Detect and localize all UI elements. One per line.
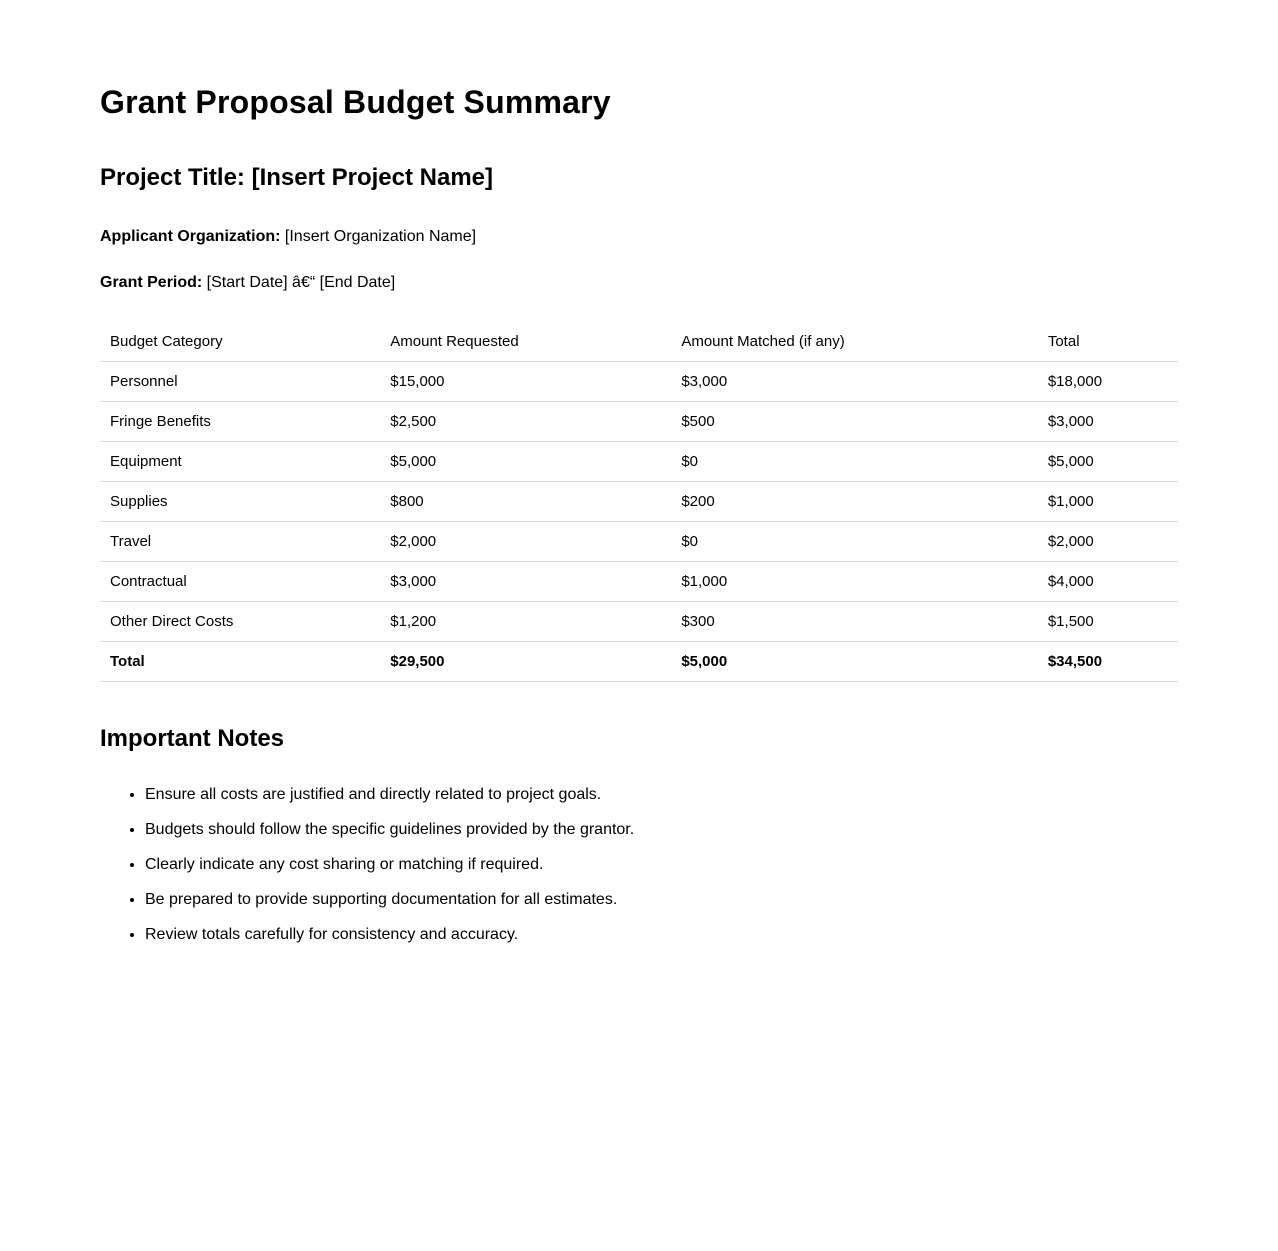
table-header-row bbox=[100, 322, 1178, 362]
table-row bbox=[100, 361, 1178, 401]
document-content bbox=[100, 85, 1178, 945]
note-item: • Clearly indicate any cost sharing or matching if required. bbox=[145, 854, 1178, 875]
cell-category: Other Direct Costs bbox=[100, 601, 380, 641]
cell-total: $1,000 bbox=[1038, 481, 1178, 521]
grant-period-line bbox=[100, 272, 1178, 294]
cell-total-label: Total bbox=[100, 641, 380, 681]
cell-amount-requested: $2,500 bbox=[380, 401, 671, 441]
table-row bbox=[100, 481, 1178, 521]
note-item: • Review totals carefully for consistency and accuracy. bbox=[145, 924, 1178, 945]
cell-amount-matched: $200 bbox=[671, 481, 1038, 521]
cell-amount-matched: $500 bbox=[671, 401, 1038, 441]
budget-table bbox=[100, 322, 1178, 682]
grant-period-value: [Start Date] â€“ [End Date] bbox=[202, 273, 396, 291]
table-row bbox=[100, 521, 1178, 561]
cell-amount-requested: $5,000 bbox=[380, 441, 671, 481]
table-total-row bbox=[100, 641, 1178, 681]
note-item: • Budgets should follow the specific guidelines provided by the grantor. bbox=[145, 819, 1178, 840]
cell-amount-requested: $3,000 bbox=[380, 561, 671, 601]
cell-amount-requested: $800 bbox=[380, 481, 671, 521]
column-header-total: Total bbox=[1038, 322, 1178, 362]
cell-amount-matched: $300 bbox=[671, 601, 1038, 641]
cell-total-total: $34,500 bbox=[1038, 641, 1178, 681]
cell-total-requested: $29,500 bbox=[380, 641, 671, 681]
column-header-amount-requested: Amount Requested bbox=[380, 322, 671, 362]
table-row bbox=[100, 441, 1178, 481]
grant-period-label: Grant Period: bbox=[100, 273, 203, 291]
cell-amount-requested: $2,000 bbox=[380, 521, 671, 561]
applicant-organization-line bbox=[100, 226, 1178, 248]
applicant-organization-label: Applicant Organization: bbox=[100, 227, 281, 245]
cell-total: $5,000 bbox=[1038, 441, 1178, 481]
cell-amount-matched: $0 bbox=[671, 521, 1038, 561]
cell-total: $4,000 bbox=[1038, 561, 1178, 601]
important-notes-heading: Important Notes bbox=[100, 724, 285, 752]
cell-total: $2,000 bbox=[1038, 521, 1178, 561]
column-header-amount-matched: Amount Matched (if any) bbox=[671, 322, 1038, 362]
applicant-organization-value: [Insert Organization Name] bbox=[280, 227, 477, 245]
important-notes-list bbox=[100, 784, 1178, 945]
cell-amount-requested: $15,000 bbox=[380, 361, 671, 401]
cell-category: Personnel bbox=[100, 361, 380, 401]
cell-total: $18,000 bbox=[1038, 361, 1178, 401]
cell-amount-matched: $0 bbox=[671, 441, 1038, 481]
project-title-heading: Project Title: [Insert Project Name] bbox=[100, 164, 493, 192]
cell-amount-matched: $1,000 bbox=[671, 561, 1038, 601]
table-row bbox=[100, 601, 1178, 641]
cell-category: Supplies bbox=[100, 481, 380, 521]
cell-amount-matched: $3,000 bbox=[671, 361, 1038, 401]
column-header-budget-category: Budget Category bbox=[100, 322, 380, 362]
cell-total: $1,500 bbox=[1038, 601, 1178, 641]
cell-total-matched: $5,000 bbox=[671, 641, 1038, 681]
cell-category: Travel bbox=[100, 521, 380, 561]
cell-amount-requested: $1,200 bbox=[380, 601, 671, 641]
cell-total: $3,000 bbox=[1038, 401, 1178, 441]
cell-category: Equipment bbox=[100, 441, 380, 481]
table-row bbox=[100, 561, 1178, 601]
page-title: Grant Proposal Budget Summary bbox=[100, 84, 611, 120]
note-item: • Be prepared to provide supporting documentation for all estimates. bbox=[145, 889, 1178, 910]
cell-category: Contractual bbox=[100, 561, 380, 601]
cell-category: Fringe Benefits bbox=[100, 401, 380, 441]
note-item: • Ensure all costs are justified and directly related to project goals. bbox=[145, 784, 1178, 805]
table-row bbox=[100, 401, 1178, 441]
